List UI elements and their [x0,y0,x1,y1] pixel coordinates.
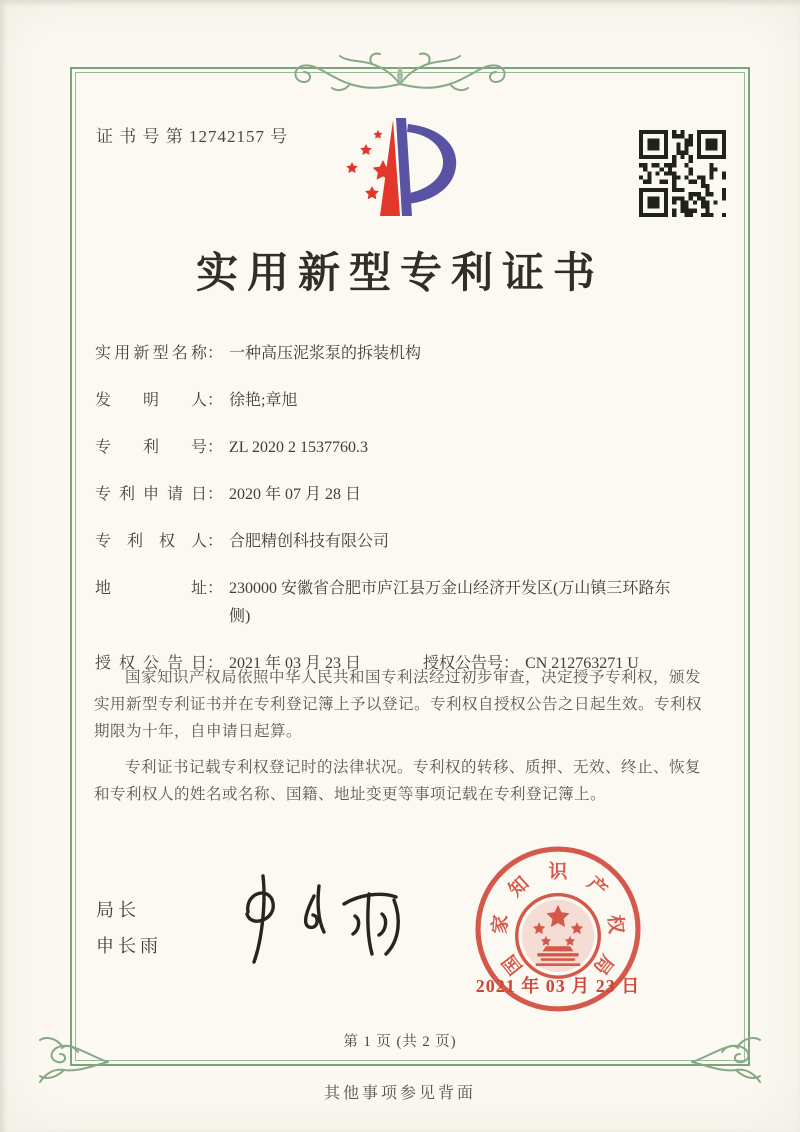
svg-text:局: 局 [588,950,618,979]
commissioner-signature [218,868,413,980]
field-label: 实用新型名称 [95,345,207,362]
field-value: 徐艳;章旭 [229,392,298,409]
svg-text:知: 知 [505,872,534,902]
field-value: 合肥精创科技有限公司 [229,533,390,550]
commissioner-block [96,892,162,964]
back-side-note: 其他事项参见背面 [323,1085,476,1102]
svg-text:识: 识 [548,861,568,883]
legal-paragraph-2: 专利证书记载专利权登记时的法律状况。专利权的转移、质押、无效、终止、恢复和专利权人的姓名或名称、国籍、地址变更等事项记载在专利登记簿上。 [94,759,702,803]
commissioner-name: 申长雨 [96,936,162,956]
svg-text:产: 产 [582,872,611,902]
svg-text:权: 权 [603,914,627,935]
border-top-ornament-icon [288,44,512,96]
field-value: 230000 安徽省合肥市庐江县万金山经济开发区(万山镇三环路东侧) [229,580,671,625]
svg-text:国: 国 [498,950,528,979]
qr-code [639,130,726,217]
field-value: ZL 2020 2 1537760.3 [229,439,368,456]
field-value: 2021 年 03 月 23 日 [229,655,362,672]
field-label: 地址 [95,580,207,597]
field-filing-date: 专利申请日 ： 2020 年 07 月 28 日 [95,481,710,509]
field-inventor: 发明人 ： 徐艳;章旭 [95,387,710,415]
seal-date: 2021 年 03 月 23 日 [475,976,641,996]
field-address: 地址 ： 230000 安徽省合肥市庐江县万金山经济开发区(万山镇三环路东侧) [95,575,710,631]
field-value: CN 212763271 U [525,655,639,672]
cnipa-logo-icon [336,114,466,222]
field-label: 专利号 [95,439,207,456]
commissioner-title: 局长 [96,900,140,920]
field-patentee: 专利权人 ： 合肥精创科技有限公司 [95,528,710,556]
field-patent-number: 专利号 ： ZL 2020 2 1537760.3 [95,434,710,462]
field-label: 发明人 [95,392,207,409]
field-label: 授权公告日 [95,655,207,672]
legal-paragraphs [94,664,712,817]
field-utility-model-name: 实用新型名称 ： 一种高压泥浆泵的拆装机构 [95,340,710,368]
svg-text:家: 家 [489,914,513,935]
grant-date: 授权公告日 ： 2021 年 03 月 23 日 [95,650,361,678]
certificate-title: 实用新型专利证书 [195,251,604,297]
field-label: 授权公告号 [423,655,504,672]
certificate-number: 证 书 号 第 12742157 号 [96,127,289,146]
field-label: 专利申请日 [95,486,207,503]
field-label: 专利权人 [95,533,207,550]
field-value: 一种高压泥浆泵的拆装机构 [229,345,422,362]
legal-paragraph-1: 国家知识产权局依照中华人民共和国专利法经过初步审查，决定授予专利权，颁发实用新型专利证书并在专利登记簿上予以登记。专利权自授权公告之日起生效。专利权期限为十年，自申请日起算。 [94,669,703,740]
page-number: 第 1 页 (共 2 页) [343,1034,457,1050]
certificate-fields [95,340,710,678]
grant-number: 授权公告号 ： CN 212763271 U [423,650,639,678]
field-value: 2020 年 07 月 28 日 [229,486,362,503]
